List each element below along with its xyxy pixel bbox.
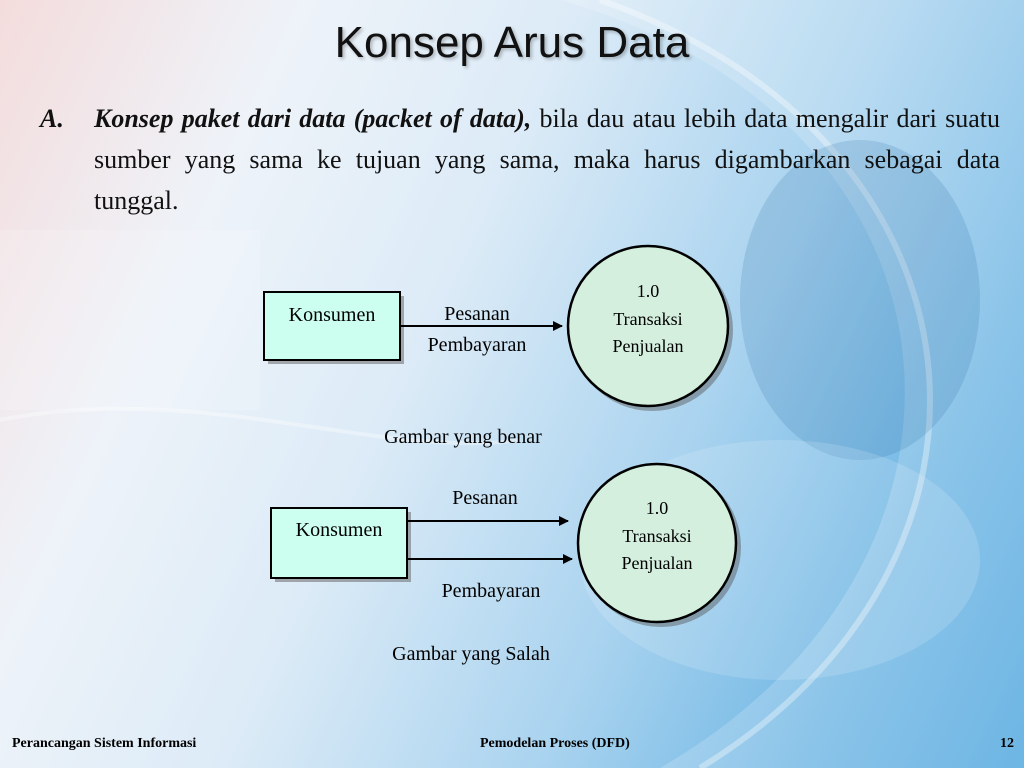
caption-correct: Gambar yang benar (384, 426, 542, 448)
process-name-line1: Transaksi (622, 526, 692, 546)
caption-wrong: Gambar yang Salah (392, 643, 550, 665)
flow-label-pesanan: Pesanan (452, 487, 518, 509)
external-entity (264, 292, 400, 360)
diagram-correct (264, 246, 733, 448)
footer-course: Perancangan Sistem Informasi (12, 736, 197, 751)
process-id: 1.0 (645, 498, 669, 518)
entity-label: Konsumen (288, 304, 376, 326)
flow-label-pembayaran: Pembayaran (441, 580, 541, 602)
item-text: bila dau atau lebih data mengalir dari suatu sumber yang sama ke tujuan yang sama, maka harus digambarkan sebagai data tunggal. (94, 104, 1000, 215)
process-name-line1: Transaksi (613, 309, 683, 329)
flow-label-pembayaran: Pembayaran (427, 334, 527, 356)
item-lead: Konsep paket dari data (packet of data), (94, 104, 532, 133)
item-marker: A. (40, 104, 64, 133)
footer-topic: Pemodelan Proses (DFD) (480, 736, 630, 751)
page-number: 12 (1000, 736, 1014, 751)
diagram-wrong (271, 464, 741, 665)
flow-label-pesanan: Pesanan (444, 303, 510, 325)
process-id: 1.0 (636, 281, 660, 301)
entity-label: Konsumen (295, 519, 383, 541)
process-name-line2: Penjualan (612, 336, 684, 356)
slide-title: Konsep Arus Data (334, 18, 690, 67)
process-name-line2: Penjualan (621, 553, 693, 573)
